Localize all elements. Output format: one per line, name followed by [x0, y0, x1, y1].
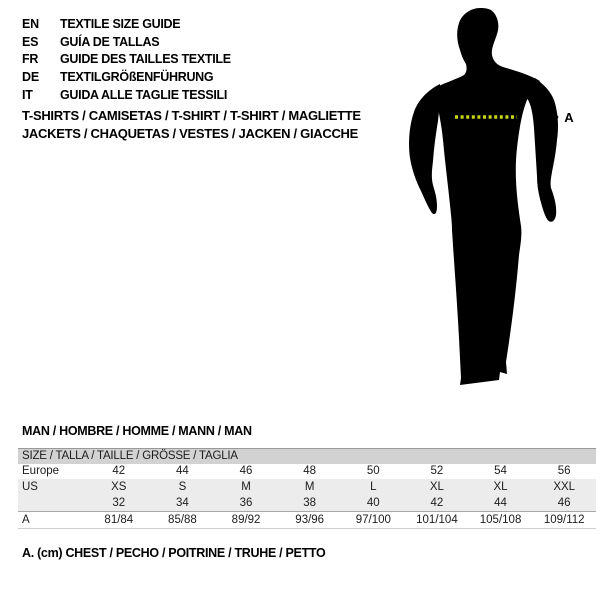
size-value: 40 — [366, 497, 380, 509]
garment-line-jackets: JACKETS / CHAQUETAS / VESTES / JACKEN / GIACCHE — [22, 125, 358, 141]
size-value: 42 — [112, 465, 126, 477]
language-label: GUIDA ALLE TAGLIE TESSILI — [60, 87, 228, 102]
row-label: A — [22, 514, 30, 526]
language-row-es — [22, 33, 231, 51]
row-label — [18, 495, 87, 511]
language-row-it — [22, 86, 231, 104]
language-code: FR — [22, 52, 39, 67]
size-value: XL — [493, 481, 508, 493]
size-value: 46 — [557, 497, 571, 509]
language-label: TEXTILE SIZE GUIDE — [60, 16, 181, 31]
size-value: 109/112 — [543, 514, 585, 526]
language-code: IT — [22, 87, 33, 102]
size-value: 101/104 — [416, 514, 458, 526]
size-value: 36 — [239, 497, 253, 509]
size-value: 38 — [303, 497, 317, 509]
size-value: 85/88 — [168, 514, 197, 526]
size-value: 44 — [176, 465, 189, 477]
size-value: XS — [111, 481, 127, 493]
language-code: DE — [22, 69, 39, 84]
row-label: US — [22, 481, 38, 493]
size-value: 34 — [176, 497, 189, 509]
size-value: L — [370, 481, 377, 493]
man-silhouette-diagram — [400, 0, 600, 400]
measurement-footnote: A. (cm) CHEST / PECHO / POITRINE / TRUHE / PETTO — [22, 546, 326, 560]
man-silhouette-body — [434, 8, 540, 385]
size-value: 46 — [239, 465, 253, 477]
language-guide-list — [22, 15, 231, 103]
size-value: 89/92 — [231, 514, 261, 526]
language-code: EN — [22, 16, 39, 31]
row-label: Europe — [22, 465, 60, 477]
size-value: 56 — [557, 465, 571, 477]
size-value: 93/96 — [295, 514, 325, 526]
size-value: 42 — [430, 497, 444, 509]
size-value: 52 — [430, 465, 444, 477]
language-row-fr — [22, 50, 231, 68]
language-row-en — [22, 15, 231, 33]
language-label: GUÍA DE TALLAS — [60, 34, 160, 49]
size-value: 44 — [494, 497, 507, 509]
size-value: XXL — [553, 481, 576, 493]
table-row-us — [18, 479, 596, 495]
size-value: 81/84 — [104, 514, 134, 526]
table-row-us-numeric — [18, 495, 596, 512]
size-value: 54 — [494, 465, 507, 477]
language-label: GUIDE DES TAILLES TEXTILE — [60, 52, 231, 67]
size-value: 105/108 — [479, 514, 522, 526]
size-value: 48 — [303, 465, 317, 477]
size-value: M — [241, 481, 251, 493]
size-value: 97/100 — [355, 514, 391, 526]
garment-type-heading — [22, 107, 361, 142]
man-section-heading: MAN / HOMBRE / HOMME / MANN / MAN — [22, 424, 252, 438]
size-table-header: SIZE / TALLA / TAILLE / GRÖSSE / TAGLIA — [18, 449, 596, 464]
language-code: ES — [22, 34, 39, 49]
man-silhouette-left-arm — [409, 84, 440, 214]
size-value: M — [304, 481, 315, 493]
language-row-de — [22, 68, 231, 86]
size-value: 50 — [366, 465, 380, 477]
man-silhouette-right-arm — [527, 78, 558, 222]
table-row-europe — [18, 464, 596, 479]
garment-line-tshirts: T-SHIRTS / CAMISETAS / T-SHIRT / T-SHIRT / MAGLIETTE — [22, 108, 361, 123]
table-row-chest-cm — [18, 512, 596, 529]
size-table — [18, 448, 596, 529]
size-value: S — [178, 481, 187, 493]
size-value: XL — [429, 481, 444, 493]
language-label: TEXTILGRÖßENFÜHRUNG — [60, 69, 214, 84]
size-value: 32 — [112, 497, 126, 509]
chest-measure-label: A — [564, 110, 574, 125]
